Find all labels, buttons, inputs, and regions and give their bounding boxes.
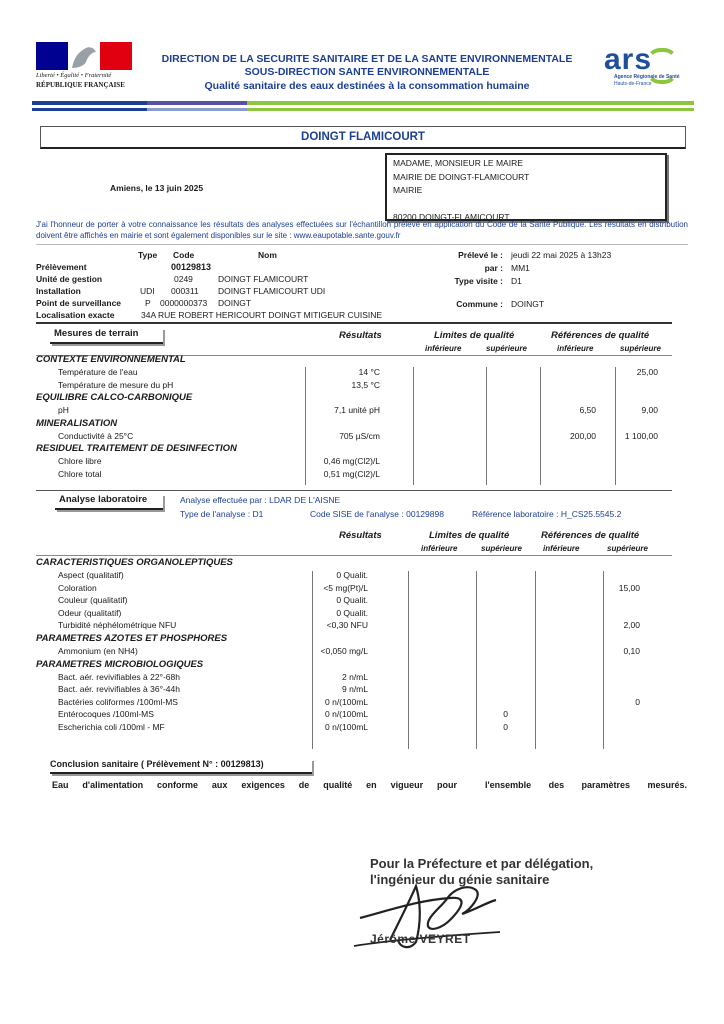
parameter-name: pH xyxy=(58,405,69,416)
conclusion-title-box xyxy=(50,759,312,774)
ref-inf-value: 6,50 xyxy=(579,405,596,416)
column-separator xyxy=(413,367,414,485)
commune-value: DOINGT xyxy=(511,299,545,309)
conclusion-title: Conclusion sanitaire ( Prélèvement N° : 00129813) xyxy=(50,759,264,769)
ident-header-type: Type xyxy=(138,250,158,260)
signature-line-1: Pour la Préfecture et par délégation, xyxy=(370,856,594,871)
ars-logo xyxy=(604,43,684,94)
result-value: 7,1 unité pH xyxy=(334,405,380,416)
header-line-2: SOUS-DIRECTION SANTE ENVIRONNEMENTALE xyxy=(244,66,490,78)
divider xyxy=(36,244,688,245)
preleve-label: Prélevé le : xyxy=(458,250,503,260)
result-value: 9 n/mL xyxy=(342,684,368,695)
address-line: 80200 DOINGT-FLAMICOURT xyxy=(393,211,510,222)
parameter-name: Ammonium (en NH4) xyxy=(58,646,138,656)
date-line: Amiens, le 13 juin 2025 xyxy=(110,183,204,193)
ref-sup-value: 2,00 xyxy=(623,620,640,631)
labo-h-resultats: Résultats xyxy=(339,530,382,541)
labo-sise: Code SISE de l'analyse : 00129898 xyxy=(310,509,444,519)
ref-inf-value: 200,00 xyxy=(570,430,596,441)
column-separator xyxy=(305,367,306,485)
unite-code: 0249 xyxy=(174,274,193,284)
column-separator xyxy=(603,571,604,749)
parameter-name: Coloration xyxy=(58,582,97,593)
intro-text: J'ai l'honneur de porter à votre connaissance les résultats des analyses effectuées sur l'échantillon prélevé en application du Code de la Santé Publique. Les résultats en distribution doivent être affichés en mairie et sont également disponibles sur le site : www.eaupotable.sante.gouv.fr xyxy=(36,220,688,240)
parameter-name: Chlore libre xyxy=(58,456,102,467)
parameter-name: Bact. aér. revivifiables à 36°-44h xyxy=(58,684,180,695)
column-separator xyxy=(615,367,616,485)
parameter-name: Conductivité à 25°C xyxy=(58,430,134,441)
page-title: DOINGT FLAMICOURT xyxy=(301,131,425,143)
terrain-h-ref-inf: inférieure xyxy=(557,344,594,353)
labo-h-ref-sup: supérieure xyxy=(607,544,648,553)
parameter-name: Entérocoques /100ml-MS xyxy=(58,709,154,720)
ref-sup-value: 0,10 xyxy=(623,646,640,656)
column-separator xyxy=(312,571,313,749)
terrain-h-resultats: Résultats xyxy=(339,330,382,341)
point-type: P xyxy=(145,298,151,308)
column-separator xyxy=(408,571,409,749)
result-value: 0 n/(100mL xyxy=(325,696,368,707)
labo-h-limites: Limites de qualité xyxy=(429,530,510,541)
installation-code: 000311 xyxy=(171,286,199,296)
header-line-1: DIRECTION DE LA SECURITE SANITAIRE ET DE LA SANTE ENVIRONNEMENTALE xyxy=(161,53,573,65)
installation-label: Installation xyxy=(36,286,81,296)
address-line: MAIRIE xyxy=(393,185,423,195)
address-line: MAIRIE DE DOINGT-FLAMICOURT xyxy=(393,171,530,182)
section-heading: EQUILIBRE CALCO-CARBONIQUE xyxy=(36,392,193,404)
handwritten-signature xyxy=(350,870,520,960)
ref-sup-value: 25,00 xyxy=(636,367,658,377)
unite-nom: DOINGT FLAMICOURT xyxy=(218,274,309,284)
ident-header-code: Code xyxy=(173,250,195,260)
parameter-name: Turbidité néphélométrique NFU xyxy=(58,620,177,631)
result-value: 0,46 mg(Cl2)/L xyxy=(323,456,380,467)
terrain-h-ref-sup: supérieure xyxy=(620,344,661,353)
installation-nom: DOINGT FLAMICOURT UDI xyxy=(218,286,326,296)
header-line-3: Qualité sanitaire des eaux destinées à la consommation humaine xyxy=(204,80,530,92)
divider xyxy=(36,490,672,491)
terrain-h-refs: Références de qualité xyxy=(551,330,650,341)
address-line xyxy=(393,198,659,211)
header-color-bars xyxy=(32,101,694,113)
result-value: 0 n/(100mL xyxy=(325,709,368,720)
par-label: par : xyxy=(484,263,503,273)
signature-name: Jérôme VEYRET xyxy=(370,932,471,946)
type-visite-label: Type visite : xyxy=(454,276,503,286)
result-value: 2 n/mL xyxy=(342,671,368,682)
title-box xyxy=(40,126,686,149)
parameter-name: Odeur (qualitatif) xyxy=(58,607,122,618)
column-separator xyxy=(486,367,487,485)
parameter-name: Chlore total xyxy=(58,469,102,479)
labo-h-lim-sup: supérieure xyxy=(481,544,522,553)
terrain-h-lim-inf: inférieure xyxy=(425,344,462,353)
par-value: MM1 xyxy=(511,263,530,273)
labo-h-refs: Références de qualité xyxy=(541,530,640,541)
prelevement-label: Prélèvement xyxy=(36,262,87,272)
labo-type: Type de l'analyse : D1 xyxy=(180,509,264,519)
parameter-name: Température de l'eau xyxy=(58,367,138,377)
parameter-name: Escherichia coli /100ml - MF xyxy=(58,722,165,732)
commune-label: Commune : xyxy=(456,299,503,309)
result-value: 0 Qualit. xyxy=(336,595,368,606)
address-line: MADAME, MONSIEUR LE MAIRE xyxy=(393,158,523,168)
localisation-value: 34A RUE ROBERT HERICOURT DOINGT MITIGEUR CUISINE xyxy=(141,310,383,320)
ars-subtitle-1: Agence Régionale de Santé xyxy=(614,74,680,80)
result-value: 13,5 °C xyxy=(351,379,380,390)
labo-h-ref-inf: inférieure xyxy=(543,544,580,553)
result-value: 705 µS/cm xyxy=(339,430,380,441)
terrain-title: Mesures de terrain xyxy=(54,328,139,339)
parameter-name: Température de mesure du pH xyxy=(58,379,174,390)
parameter-name: Bactéries coliformes /100ml-MS xyxy=(58,696,178,707)
column-separator xyxy=(535,571,536,749)
ref-sup-value: 0 xyxy=(635,696,640,707)
conclusion-text-a: Eau d'alimentation conforme aux exigences de qualité en vigueur pour xyxy=(52,780,457,790)
labo-effectuee: Analyse effectuée par : LDAR DE L'AISNE xyxy=(180,495,341,505)
point-nom: DOINGT xyxy=(218,298,252,308)
ars-logo-text: ars xyxy=(604,43,653,76)
signature-line-2: l'ingénieur du génie sanitaire xyxy=(370,872,550,887)
terrain-h-limites: Limites de qualité xyxy=(434,330,515,341)
limit-sup-value: 0 xyxy=(503,722,508,732)
section-heading: PARAMETRES MICROBIOLOGIQUES xyxy=(36,658,204,670)
point-label: Point de surveillance xyxy=(36,298,122,308)
installation-type: UDI xyxy=(140,286,155,296)
result-value: 0,51 mg(Cl2)/L xyxy=(323,469,380,479)
parameter-name: Couleur (qualitatif) xyxy=(58,595,128,606)
point-code: 0000000373 xyxy=(160,298,208,308)
labo-title: Analyse laboratoire xyxy=(59,494,148,505)
type-visite-value: D1 xyxy=(511,276,522,286)
section-heading: RESIDUEL TRAITEMENT DE DESINFECTION xyxy=(36,443,237,455)
labo-ref: Référence laboratoire : H_CS25.5545.2 xyxy=(472,509,622,519)
result-value: <0,30 NFU xyxy=(326,620,368,631)
ref-sup-value: 15,00 xyxy=(618,582,640,593)
ref-sup-value: 9,00 xyxy=(641,405,658,416)
ident-header-nom: Nom xyxy=(258,250,277,260)
column-separator xyxy=(476,571,477,749)
marianne-logo xyxy=(36,42,132,92)
divider xyxy=(36,555,672,556)
ref-sup-value: 1 100,00 xyxy=(624,430,658,441)
limit-sup-value: 0 xyxy=(503,709,508,720)
section-heading: PARAMETRES AZOTES ET PHOSPHORES xyxy=(36,633,228,644)
section-heading: CARACTERISTIQUES ORGANOLEPTIQUES xyxy=(36,557,233,568)
column-separator xyxy=(540,367,541,485)
parameter-name: Aspect (qualitatif) xyxy=(58,570,124,580)
result-value: 14 °C xyxy=(358,367,380,377)
republic-motto: Liberté • Égalité • Fraternité xyxy=(36,72,112,79)
preleve-value: jeudi 22 mai 2025 à 13h23 xyxy=(511,250,612,260)
result-value: 0 Qualit. xyxy=(336,607,368,618)
prelevement-code: 00129813 xyxy=(171,262,212,272)
labo-h-lim-inf: inférieure xyxy=(421,544,458,553)
localisation-label: Localisation exacte xyxy=(36,310,115,320)
result-value: 0 Qualit. xyxy=(336,570,368,580)
ars-subtitle-2: Hauts-de-France xyxy=(614,81,652,87)
parameter-name: Bact. aér. revivifiables à 22°-68h xyxy=(58,671,180,682)
terrain-h-lim-sup: supérieure xyxy=(486,344,527,353)
result-value: <0,050 mg/L xyxy=(320,646,368,656)
section-heading: MINERALISATION xyxy=(36,417,118,429)
result-value: 0 n/(100mL xyxy=(325,722,368,732)
terrain-title-box xyxy=(50,328,163,344)
result-value: <5 mg(Pt)/L xyxy=(323,582,368,593)
unite-label: Unité de gestion xyxy=(36,274,103,284)
labo-title-box xyxy=(55,494,163,510)
republic-name: RÉPUBLIQUE FRANÇAISE xyxy=(36,81,125,89)
section-heading: CONTEXTE ENVIRONNEMENTAL xyxy=(36,354,186,365)
address-box xyxy=(385,153,667,221)
conclusion-text-b: l'ensemble des paramètres mesurés. xyxy=(485,780,687,790)
terrain-top-rule xyxy=(36,322,672,324)
